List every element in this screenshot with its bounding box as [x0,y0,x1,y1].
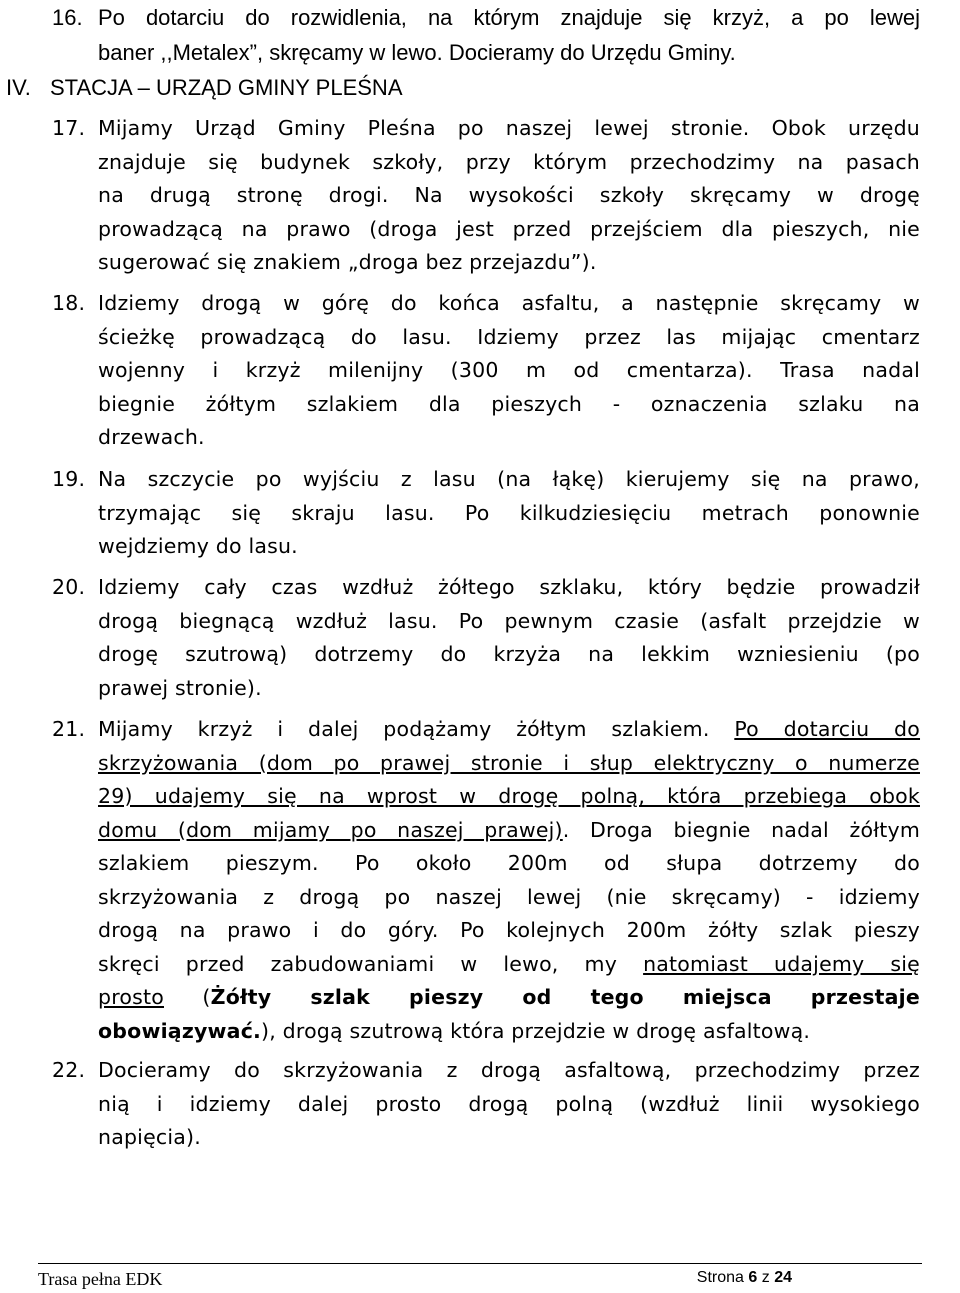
item-text [98,463,920,564]
underlined-text: Po dotarciu do [734,717,921,741]
item-text [98,0,920,70]
text-line: Idziemy drogą w górę do końca asfaltu, a następnie skręcamy w [98,291,920,315]
text-run: skręci przed zabudowaniami w lewo, my [98,951,644,976]
station-title: STACJA – URZĄD GMINY PLEŚNA [50,75,403,100]
text-line: biegnie żółtym szlakiem dla pieszych - oznaczenia szlaku na [98,391,920,416]
text-line: Docieramy do skrzyżowania z drogą asfaltową, przechodzimy przez [98,1058,920,1082]
text-line: prawej stronie). [98,675,262,700]
text-line [98,981,920,1015]
item-text [98,112,920,280]
item-number: 21. [52,717,86,741]
text-line: baner ,,Metalex”, skręcamy w lewo. Docieramy do Urzędu Gminy. [98,40,736,65]
text-line: na drugą stronę drogi. Na wysokości szkoły skręcamy w drogę [98,183,920,207]
text-line: wojenny i krzyż milenijny (300 m od cmentarza). Trasa nadal [98,358,920,382]
text-line: Idziemy cały czas wzdłuż żółtego szklaku, który będzie prowadził [98,575,920,599]
text-run: drogą na prawo i do góry. Po kolejnych 200m żółty szlak pieszy [98,918,920,942]
underlined-text: skrzyżowania (dom po prawej stronie i słup elektryczny o numerze [98,750,920,775]
underlined-text: domu (dom mijamy po naszej prawej) [98,817,563,842]
bold-text: obowiązywać. [98,1018,262,1043]
text-line [98,914,920,948]
text-run: Mijamy krzyż i dalej podążamy żółtym szlakiem. [98,717,735,741]
item-text [98,287,920,455]
text-line: ścieżkę prowadzącą do lasu. Idziemy przez las mijając cmentarz [98,324,920,349]
bold-text: Żółty szlak pieszy od tego miejsca przestaje [210,985,920,1009]
text-line: prowadzącą na prawo (droga jest przed przejściem dla pieszych, nie [98,216,920,241]
text-line [98,1015,920,1049]
text-line [98,948,920,982]
item-text [98,713,920,1048]
text-line: napięcia). [98,1125,201,1149]
text-line: trzymając się skraju lasu. Po kilkudziesięciu metrach ponownie [98,500,920,525]
item-number: 20. [52,575,86,599]
item-text [98,571,920,705]
text-run: ), drogą szutrową która przejdzie w drogę asfaltową. [261,1018,811,1043]
text-line [98,847,920,881]
footer-title: Trasa pełna EDK [38,1269,163,1289]
underlined-text: natomiast udajemy się [643,951,920,976]
text-line [98,713,920,747]
text-line [98,814,920,848]
text-line: drzewach. [98,425,205,449]
underlined-text: prosto [98,985,164,1009]
text-line [98,780,920,814]
text-line: Na szczycie po wyjściu z lasu (na łąkę) kierujemy się na prawo, [98,467,920,491]
station-roman-numeral: IV. [6,75,31,100]
current-page: 6 [748,1269,758,1286]
page-number [697,1269,792,1287]
item-number: 17. [52,116,86,140]
page-word: Strona [696,1269,744,1286]
text-run: skrzyżowania z drogą po naszej lewej (nie skręcamy) - idziemy [98,884,920,909]
item-number: 16. [52,5,83,30]
text-line: sugerować się znakiem „droga bez przejazdu”). [98,250,597,274]
text-line: nią i idziemy dalej prosto drogą polną (wzdłuż linii wysokiego [98,1091,920,1116]
item-text [98,1054,920,1155]
text-line: drogę szutrową) dotrzemy do krzyża na lekkim wzniesieniu (po [98,642,920,666]
item-number: 19. [52,467,86,491]
item-number: 18. [52,291,86,315]
text-run: szlakiem pieszym. Po około 200m od słupa dotrzemy do [98,851,920,875]
text-line: Mijamy Urząd Gminy Pleśna po naszej lewej stronie. Obok urzędu [98,116,920,140]
of-word: z [761,1269,770,1286]
text-line [98,747,920,781]
text-line: wejdziemy do lasu. [98,534,298,558]
underlined-text: 29) udajemy się na wprost w drogę polną, która przebiega obok [98,784,920,808]
total-pages: 24 [774,1269,792,1286]
text-line: Po dotarciu do rozwidlenia, na którym znajduje się krzyż, a po lewej [98,5,920,30]
text-line: drogą biegnącą wzdłuż lasu. Po pewnym czasie (asfalt przejdzie w [98,608,920,633]
text-run: ( [164,985,211,1009]
item-number: 22. [52,1058,86,1082]
text-run: . Droga biegnie nadal żółtym [562,817,920,842]
text-line [98,881,920,915]
station-heading [6,71,403,104]
text-line: znajduje się budynek szkoły, przy którym przechodzimy na pasach [98,149,920,174]
footer-divider [38,1263,922,1264]
